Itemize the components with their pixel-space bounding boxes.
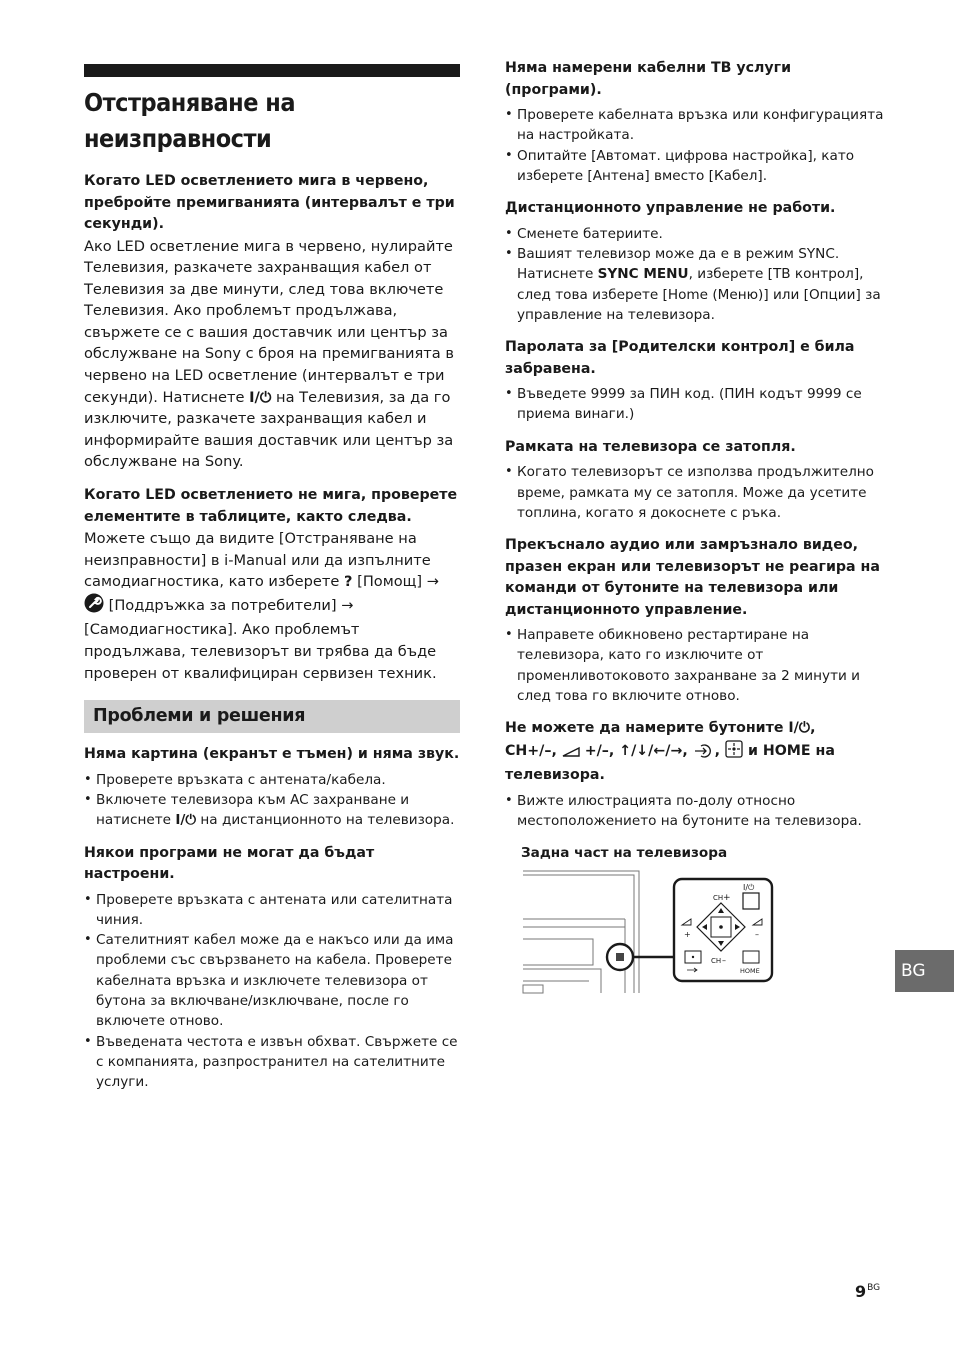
svg-text:+: + bbox=[723, 893, 731, 904]
arrow-keys-label: ↑/↓/←/→ bbox=[619, 742, 683, 759]
list-item: • Въведете 9999 за ПИН код. (ПИН кодът 9999 се приема винаги.) bbox=[505, 384, 887, 425]
list-item: • Направете обикновено рестартиране на телевизора, като го изключите от променливотоковото захранване за 2 минути и след това го включите отново. bbox=[505, 625, 887, 706]
answers-parental-password bbox=[505, 384, 887, 425]
tv-rear-illustration bbox=[521, 869, 781, 999]
answers-find-buttons bbox=[505, 791, 887, 832]
question-frame-heats: Рамката на телевизора се затопля. bbox=[505, 438, 796, 455]
question-programs-not-tuned: Някои програми не могат да бъдат настроени. bbox=[84, 844, 375, 883]
answers-frame-heats bbox=[505, 462, 887, 523]
question-parental-password: Паролата за [Родителски контрол] е била забравена. bbox=[505, 339, 855, 377]
page-title: Отстраняване на неизправности bbox=[84, 88, 296, 153]
led-not-blinking-paragraph: Можете също да видите [Отстраняване на неизправности] в i-Manual или да изпълните самодиагностика, като изберете ? [Помощ] → [Поддръжка за потребители] → [Самодиагностика]. Ако проблемът продължава, телевизорът ви трябва да бъде проверен от квалифициран сервизен техник. bbox=[84, 530, 439, 682]
list-item: • Въведената честота е извън обхват. Свържете се с компанията, разпространител на сателитните услуги. bbox=[84, 1032, 460, 1093]
right-column bbox=[505, 58, 887, 999]
list-item: • Когато телевизорът се използва продължително време, рамката му се затопля. Може да усетите топлина, когато я докоснете с ръка. bbox=[505, 462, 887, 523]
led-blinking-heading: Когато LED осветлението мига в червено, пребройте премигванията (интервалът е три секунди). bbox=[84, 173, 455, 232]
led-not-blinking-heading: Когато LED осветлението не мига, проверете елементите в таблиците, както следва. bbox=[84, 487, 458, 525]
question-audio-video-freeze: Прекъснало аудио или замръзнало видео, празен екран или телевизорът не реагира на команди от бутоните на телевизора или дистанционното управление. bbox=[505, 537, 880, 618]
list-item: • Проверете кабелната връзка или конфигурацията на настройката. bbox=[505, 105, 887, 146]
led-blinking-paragraph: Ако LED осветление мига в червено, нулирайте Телевизия, разкачете захранващия кабел от Телевизия за две минути, след това включете Телевизия. Ако проблемът продължава, свържете се с вашия доставчик или център за обслужване на Sony с броя на премигванията в червено на LED осветление (интервалът е три секунди). Натиснете I/⏻ на Телевизия, за да го изключите, разкачете захранващия кабел и информирайте вашия доставчик или център за обслужване на Sony. bbox=[84, 237, 454, 471]
answers-no-cable-services bbox=[505, 105, 887, 186]
answers-remote-not-working bbox=[505, 224, 887, 325]
page-number: $9^{BG}$ bbox=[855, 1282, 881, 1301]
section-problems-and-solutions: Проблеми и решения bbox=[84, 700, 460, 733]
home-label: HOME bbox=[740, 967, 760, 976]
volume-icon bbox=[562, 744, 580, 766]
list-item: • Проверете връзката с антената или сателитната чиния. bbox=[84, 890, 460, 931]
svg-text:+: + bbox=[684, 930, 691, 940]
ch-plus-label: CH bbox=[713, 894, 724, 903]
power-icon: I/⏻ bbox=[249, 388, 272, 406]
power-icon: I/⏻ bbox=[788, 720, 811, 737]
title-rule bbox=[84, 64, 460, 77]
list-item: • Включете телевизора към AC захранване и натиснете I/⏻ на дистанционното на телевизора. bbox=[84, 790, 460, 831]
answers-programs-not-tuned bbox=[84, 890, 460, 1093]
diagram-caption: Задна част на телевизора bbox=[521, 845, 728, 862]
list-item: • Вашият телевизор може да е в режим SYNC. Натиснете SYNC MENU, изберете [ТВ контрол], след това изберете [Home (Меню)] или [Опции] за управление на телевизора. bbox=[505, 244, 887, 325]
answers-audio-video-freeze bbox=[505, 625, 887, 706]
language-tab: BG bbox=[895, 950, 954, 992]
svg-text:–: – bbox=[722, 956, 726, 966]
question-remote-not-working: Дистанционното управление не работи. bbox=[505, 200, 836, 217]
list-item: • Вижте илюстрацията по-долу относно местоположението на бутоните на телевизора. bbox=[505, 791, 887, 832]
power-icon: I/⏻ bbox=[743, 883, 755, 893]
question-no-picture: Няма картина (екранът е тъмен) и няма звук. bbox=[84, 746, 460, 763]
question-find-buttons: Не можете да намерите бутоните I/⏻, CH+/–, +/–, ↑/↓/←/→, , и HOME на телевизора. bbox=[505, 720, 835, 784]
answers-no-picture bbox=[84, 770, 460, 831]
svg-text:–: – bbox=[755, 930, 759, 940]
enter-button-icon bbox=[725, 740, 743, 766]
list-item: • Сателитният кабел може да е накъсо или да има проблеми със свързването на кабела. Проверете кабелната връзка и изключете телевизора от бутона за включване/изключване, после го включете отново. bbox=[84, 930, 460, 1031]
help-icon: ? bbox=[344, 573, 353, 591]
question-no-cable-services: Няма намерени кабелни ТВ услуги (програми). bbox=[505, 60, 792, 98]
list-item: • Проверете връзката с антената/кабела. bbox=[84, 770, 460, 790]
input-icon bbox=[693, 744, 715, 766]
left-column bbox=[84, 64, 460, 1105]
power-icon: I/⏻ bbox=[175, 812, 197, 829]
wrench-icon bbox=[84, 593, 104, 620]
ch-minus-label: CH bbox=[711, 957, 722, 966]
tv-rear-diagram bbox=[521, 869, 781, 999]
list-item: • Опитайте [Автомат. цифрова настройка], като изберете [Антена] вместо [Кабел]. bbox=[505, 146, 887, 187]
list-item: • Сменете батериите. bbox=[505, 224, 887, 244]
